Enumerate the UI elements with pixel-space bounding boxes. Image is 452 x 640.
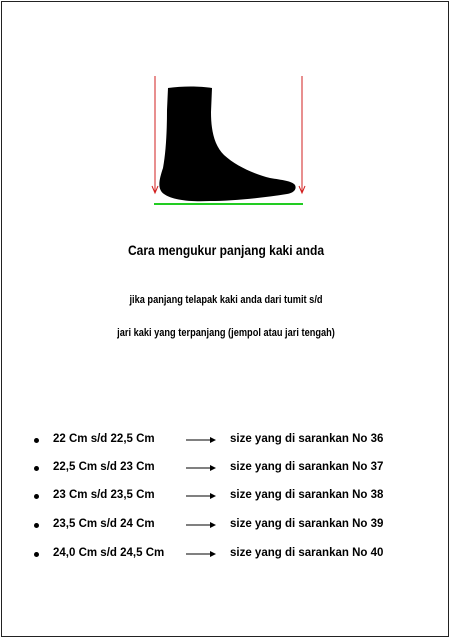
size-recommendation: size yang di sarankan No 39 <box>230 518 384 530</box>
foot-length-range: 23 Cm s/d 23,5 Cm <box>53 489 155 501</box>
size-recommendation: size yang di sarankan No 40 <box>230 547 384 559</box>
size-recommendation: size yang di sarankan No 38 <box>230 489 384 501</box>
list-item <box>0 433 452 449</box>
arrow-right-icon <box>186 549 216 559</box>
list-item <box>0 518 452 534</box>
list-item <box>0 547 452 563</box>
bullet-icon <box>34 466 39 471</box>
bullet-icon <box>34 494 39 499</box>
foot-length-range: 23,5 Cm s/d 24 Cm <box>53 518 155 530</box>
foot-length-range: 22 Cm s/d 22,5 Cm <box>53 433 155 445</box>
foot-length-range: 24,0 Cm s/d 24,5 Cm <box>53 547 165 559</box>
bullet-icon <box>34 552 39 557</box>
list-item <box>0 489 452 505</box>
bullet-icon <box>34 523 39 528</box>
size-recommendation: size yang di sarankan No 37 <box>230 461 384 473</box>
arrow-right-icon <box>186 520 216 530</box>
foot-length-range: 22,5 Cm s/d 23 Cm <box>53 461 155 473</box>
bullet-icon <box>34 438 39 443</box>
instruction-line-1: jika panjang telapak kaki anda dari tumit s/d <box>129 294 323 306</box>
instruction-line-2: jari kaki yang terpanjang (jempol atau jari tengah) <box>117 327 335 339</box>
arrow-right-icon <box>186 463 216 473</box>
arrow-right-icon <box>186 435 216 445</box>
list-item <box>0 461 452 477</box>
arrow-right-icon <box>186 491 216 501</box>
size-recommendation: size yang di sarankan No 36 <box>230 433 384 445</box>
page-title: Cara mengukur panjang kaki anda <box>127 242 325 258</box>
